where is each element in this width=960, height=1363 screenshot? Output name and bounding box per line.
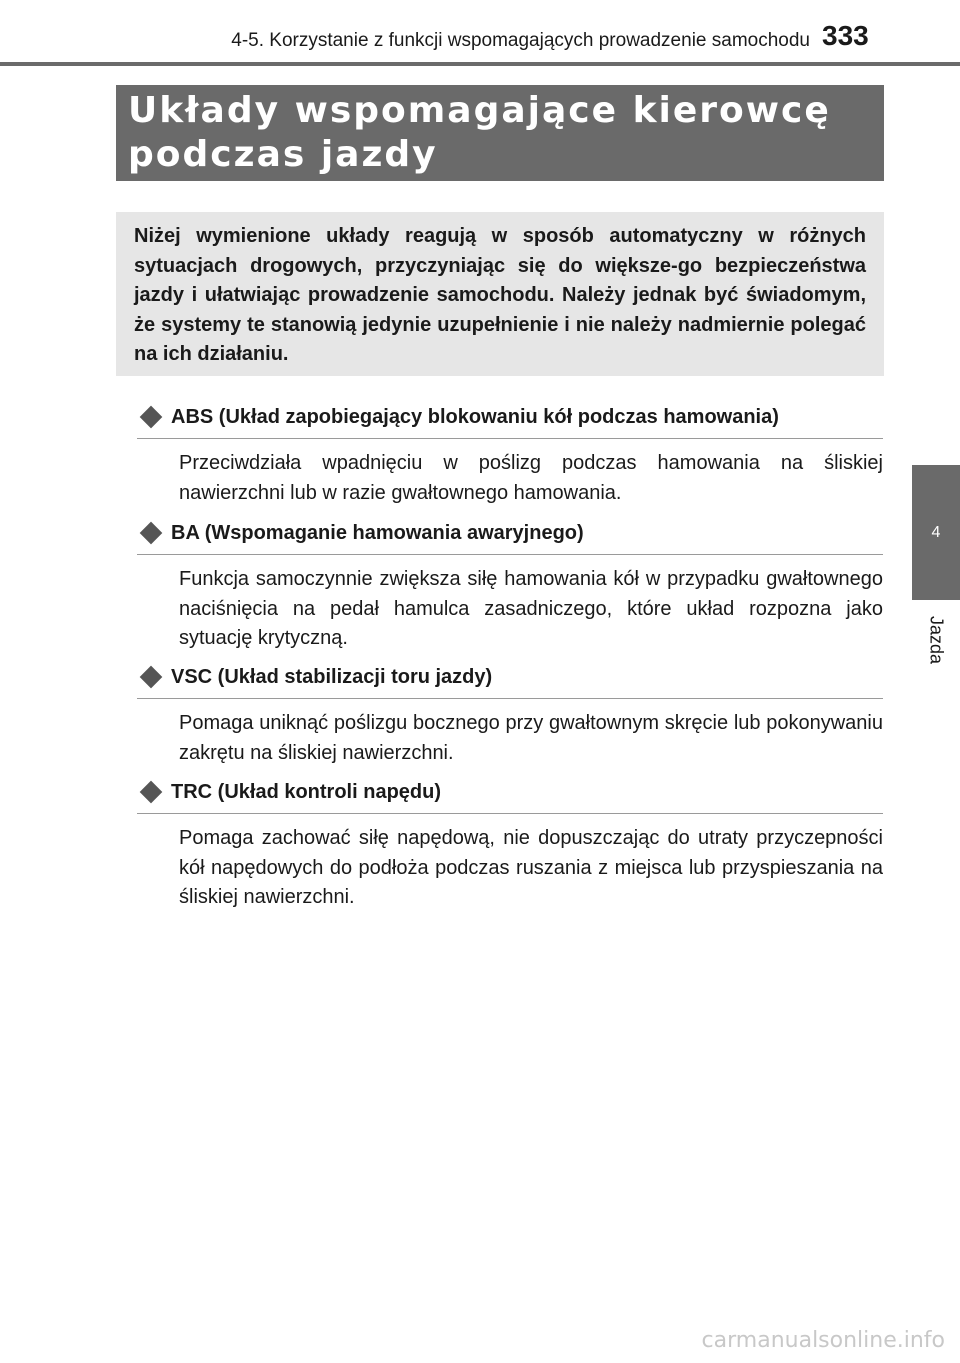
section-description: Pomaga uniknąć poślizgu bocznego przy gwałtownym skręcie lub pokonywaniu zakrętu na śliskiej nawierzchni. xyxy=(179,712,883,764)
section-vsc xyxy=(137,662,883,768)
chapter-tab xyxy=(912,465,960,600)
section-title: TRC (Układ kontroli napędu) xyxy=(171,780,441,803)
page-title-line-2: podczas jazdy xyxy=(128,134,438,175)
page-title xyxy=(128,89,831,177)
diamond-icon xyxy=(140,781,163,804)
section-abs xyxy=(137,402,883,508)
watermark: carmanualsonline.info xyxy=(701,1328,945,1353)
header-divider xyxy=(0,62,960,66)
page-number: 333 xyxy=(822,20,869,51)
chapter-tab-label: Jazda xyxy=(926,615,947,665)
section-title: BA (Wspomaganie hamowania awaryjnego) xyxy=(171,521,584,544)
chapter-tab-number: 4 xyxy=(931,523,941,541)
section-heading xyxy=(137,662,883,699)
diamond-icon xyxy=(140,522,163,545)
section-title: ABS (Układ zapobiegający blokowaniu kół podczas hamowania) xyxy=(171,405,779,428)
section-description: Funkcja samoczynnie zwiększa siłę hamowania kół w przypadku gwałtownego naciśnięcia na pedał hamulca zasadniczego, które układ rozpozna jako sytuację krytyczną. xyxy=(179,568,883,649)
section-heading xyxy=(137,777,883,814)
diamond-icon xyxy=(140,406,163,429)
section-description: Pomaga zachować siłę napędową, nie dopuszczając do utraty przyczepności kół napędowych do podłoża podczas ruszania z miejsca lub przyspieszania na śliskiej nawierzchni. xyxy=(179,827,883,908)
intro-text: Niżej wymienione układy reagują w sposób automatyczny w różnych sytuacjach drogowych, przyczyniając się do większe-go bezpieczeństwa jazdy i ułatwiając prowadzenie samochodu. Należy jednak być świadomym, że systemy te stanowią jedynie uzupełnienie i nie należy nadmiernie polegać na ich działaniu. xyxy=(134,225,866,365)
section-heading xyxy=(137,402,883,439)
section-description: Przeciwdziała wpadnięciu w poślizg podczas hamowania na śliskiej nawierzchni lub w razie gwałtownego hamowania. xyxy=(179,452,883,504)
chapter-title: 4-5. Korzystanie z funkcji wspomagających prowadzenie samochodu xyxy=(231,30,810,51)
diamond-icon xyxy=(140,666,163,689)
page-title-box xyxy=(116,85,884,181)
section-ba xyxy=(137,518,883,654)
section-trc xyxy=(137,777,883,913)
intro-box xyxy=(116,212,884,376)
section-heading xyxy=(137,518,883,555)
section-title: VSC (Układ stabilizacji toru jazdy) xyxy=(171,665,493,688)
page-title-line-1: Układy wspomagające kierowcę xyxy=(128,90,831,131)
